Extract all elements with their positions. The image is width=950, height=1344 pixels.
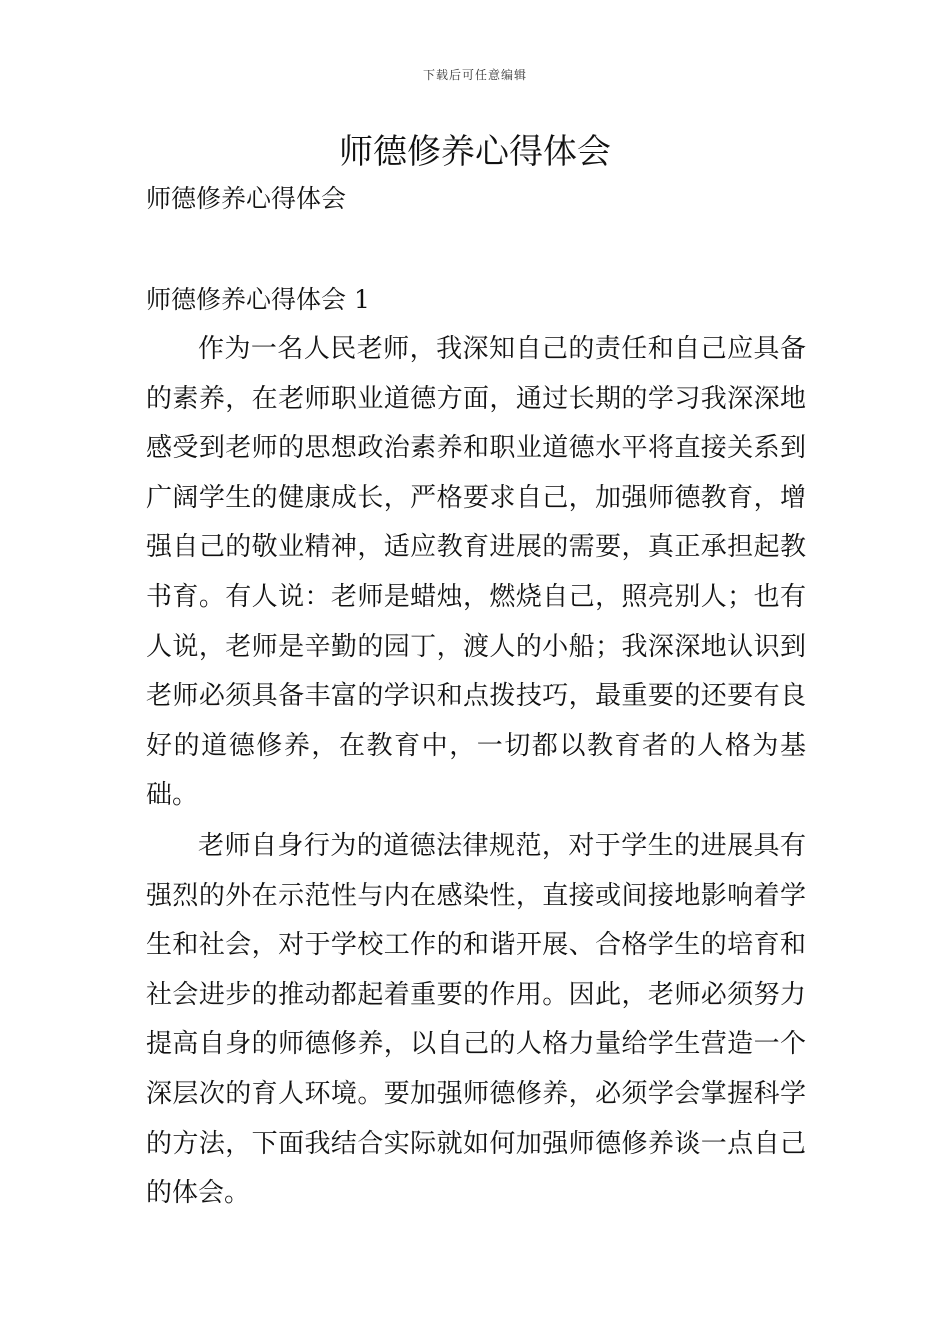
document-title: 师德修养心得体会 [339, 132, 611, 172]
document-subtitle: 师德修养心得体会 [146, 184, 347, 213]
header-note: 下载后可任意编辑 [422, 68, 527, 82]
body-paragraph-1: 作为一名人民老师，我深知自己的责任和自己应具备的素养，在老师职业道德方面，通过长期的学习我深深地感受到老师的思想政治素养和职业道德水平将直接关系到广阔学生的健康成长，严格要求自己，加强师德教育，增强自己的敬业精神，适应教育进展的需要，真正承担起教书育。有人说：老师是蜡烛，燃烧自己，照亮别人；也有人说，老师是辛勤的园丁，渡人的小船；我深深地认识到老师必须具备丰富的学识和点拨技巧，最重要的还要有良好的道德修养，在教育中，一切都以教育者的人格为基础。 [146, 334, 806, 811]
body-paragraph-2: 老师自身行为的道德法律规范，对于学生的进展具有强烈的外在示范性与内在感染性，直接或间接地影响着学生和社会，对于学校工作的和谐开展、合格学生的培育和社会进步的推动都起着重要的作用。因此，老师必须努力提高自身的师德修养，以自己的人格力量给学生营造一个深层次的育人环境。要加强师德修养，必须学会掌握科学的方法，下面我结合实际就如何加强师德修养谈一点自己的体会。 [146, 831, 806, 1209]
section-heading: 师德修养心得体会 1 [146, 285, 370, 314]
